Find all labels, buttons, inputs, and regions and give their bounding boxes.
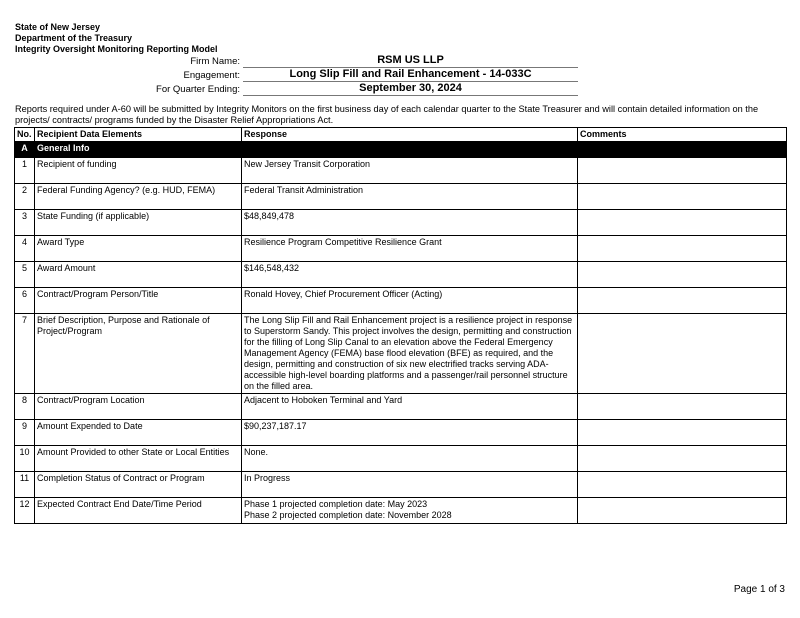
row-element: Amount Provided to other State or Local Entities bbox=[35, 446, 242, 472]
row-response: Federal Transit Administration bbox=[242, 184, 578, 210]
row-no: 12 bbox=[15, 498, 35, 524]
row-comments bbox=[578, 210, 787, 236]
row-response: $90,237,187.17 bbox=[242, 420, 578, 446]
table-header-row bbox=[15, 128, 787, 142]
table-row bbox=[15, 472, 787, 498]
row-comments bbox=[578, 158, 787, 184]
header-state: State of New Jersey bbox=[15, 22, 101, 32]
quarter-ending-value: September 30, 2024 bbox=[243, 82, 578, 96]
row-no: 3 bbox=[15, 210, 35, 236]
row-response bbox=[242, 498, 578, 524]
row-no: 9 bbox=[15, 420, 35, 446]
row-response-line1: Phase 1 projected completion date: May 2023 bbox=[244, 499, 428, 509]
header-department: Department of the Treasury bbox=[15, 33, 133, 43]
header-comments: Comments bbox=[578, 128, 787, 142]
row-no: 10 bbox=[15, 446, 35, 472]
row-response: $146,548,432 bbox=[242, 262, 578, 288]
recipient-data-table bbox=[14, 127, 787, 524]
table-row bbox=[15, 394, 787, 420]
row-element: Brief Description, Purpose and Rationale of Project/Program bbox=[35, 314, 242, 394]
row-element: Amount Expended to Date bbox=[35, 420, 242, 446]
row-element: Federal Funding Agency? (e.g. HUD, FEMA) bbox=[35, 184, 242, 210]
row-response-line2: Phase 2 projected completion date: November 2028 bbox=[244, 510, 452, 520]
row-element: Contract/Program Location bbox=[35, 394, 242, 420]
row-element: Recipient of funding bbox=[35, 158, 242, 184]
table-row bbox=[15, 236, 787, 262]
table-row bbox=[15, 288, 787, 314]
row-no: 7 bbox=[15, 314, 35, 394]
row-response: Ronald Hovey, Chief Procurement Officer (Acting) bbox=[242, 288, 578, 314]
table-row bbox=[15, 158, 787, 184]
table-row bbox=[15, 314, 787, 394]
engagement-value: Long Slip Fill and Rail Enhancement - 14-033C bbox=[243, 68, 578, 82]
engagement-label: Engagement: bbox=[183, 70, 240, 81]
row-element: Award Type bbox=[35, 236, 242, 262]
table-row bbox=[15, 184, 787, 210]
section-empty bbox=[242, 142, 578, 158]
row-element: Completion Status of Contract or Program bbox=[35, 472, 242, 498]
row-no: 11 bbox=[15, 472, 35, 498]
row-response: The Long Slip Fill and Rail Enhancement project is a resilience project in response to Superstorm Sandy. This project involves the design, permitting and construction for the filling of Long Slip Canal to an elevation above the Federal Emergency Management Agency (FEMA) base flood elevation (BFE) as required, and the design, permitting and construction of six new electrified tracks serving ADA-accessible high-level boarding platforms and a passenger/rail personnel structure on the filled area. bbox=[242, 314, 578, 394]
quarter-ending-label: For Quarter Ending: bbox=[156, 84, 240, 95]
page-number: Page 1 of 3 bbox=[733, 584, 785, 595]
row-comments bbox=[578, 236, 787, 262]
firm-name-label: Firm Name: bbox=[190, 56, 240, 67]
header-no: No. bbox=[15, 128, 35, 142]
row-no: 4 bbox=[15, 236, 35, 262]
section-letter: A bbox=[15, 142, 35, 158]
row-no: 1 bbox=[15, 158, 35, 184]
section-label: General Info bbox=[35, 142, 242, 158]
intro-paragraph: Reports required under A-60 will be submitted by Integrity Monitors on the first business day of each calendar quarter to the State Treasurer and will contain detailed information on the projects/ contracts/ programs funded by the Disaster Relief Appropriations Act. bbox=[15, 104, 759, 125]
row-comments bbox=[578, 262, 787, 288]
row-no: 2 bbox=[15, 184, 35, 210]
row-comments bbox=[578, 498, 787, 524]
row-comments bbox=[578, 472, 787, 498]
table-row bbox=[15, 446, 787, 472]
row-response: None. bbox=[242, 446, 578, 472]
header-element: Recipient Data Elements bbox=[35, 128, 242, 142]
row-comments bbox=[578, 394, 787, 420]
row-response: New Jersey Transit Corporation bbox=[242, 158, 578, 184]
row-comments bbox=[578, 446, 787, 472]
section-row-general-info bbox=[15, 142, 787, 158]
row-comments bbox=[578, 288, 787, 314]
row-comments bbox=[578, 420, 787, 446]
row-comments bbox=[578, 314, 787, 394]
row-element: Award Amount bbox=[35, 262, 242, 288]
row-response: In Progress bbox=[242, 472, 578, 498]
section-empty bbox=[578, 142, 787, 158]
row-element: State Funding (if applicable) bbox=[35, 210, 242, 236]
table-row bbox=[15, 498, 787, 524]
table-row bbox=[15, 262, 787, 288]
header-response: Response bbox=[242, 128, 578, 142]
header-model-title: Integrity Oversight Monitoring Reporting Model bbox=[15, 44, 218, 54]
row-comments bbox=[578, 184, 787, 210]
firm-name-value: RSM US LLP bbox=[243, 54, 578, 68]
row-no: 8 bbox=[15, 394, 35, 420]
row-no: 5 bbox=[15, 262, 35, 288]
row-response: $48,849,478 bbox=[242, 210, 578, 236]
row-response: Adjacent to Hoboken Terminal and Yard bbox=[242, 394, 578, 420]
table-row bbox=[15, 210, 787, 236]
row-response: Resilience Program Competitive Resilience Grant bbox=[242, 236, 578, 262]
row-no: 6 bbox=[15, 288, 35, 314]
row-element: Expected Contract End Date/Time Period bbox=[35, 498, 242, 524]
row-element: Contract/Program Person/Title bbox=[35, 288, 242, 314]
table-row bbox=[15, 420, 787, 446]
